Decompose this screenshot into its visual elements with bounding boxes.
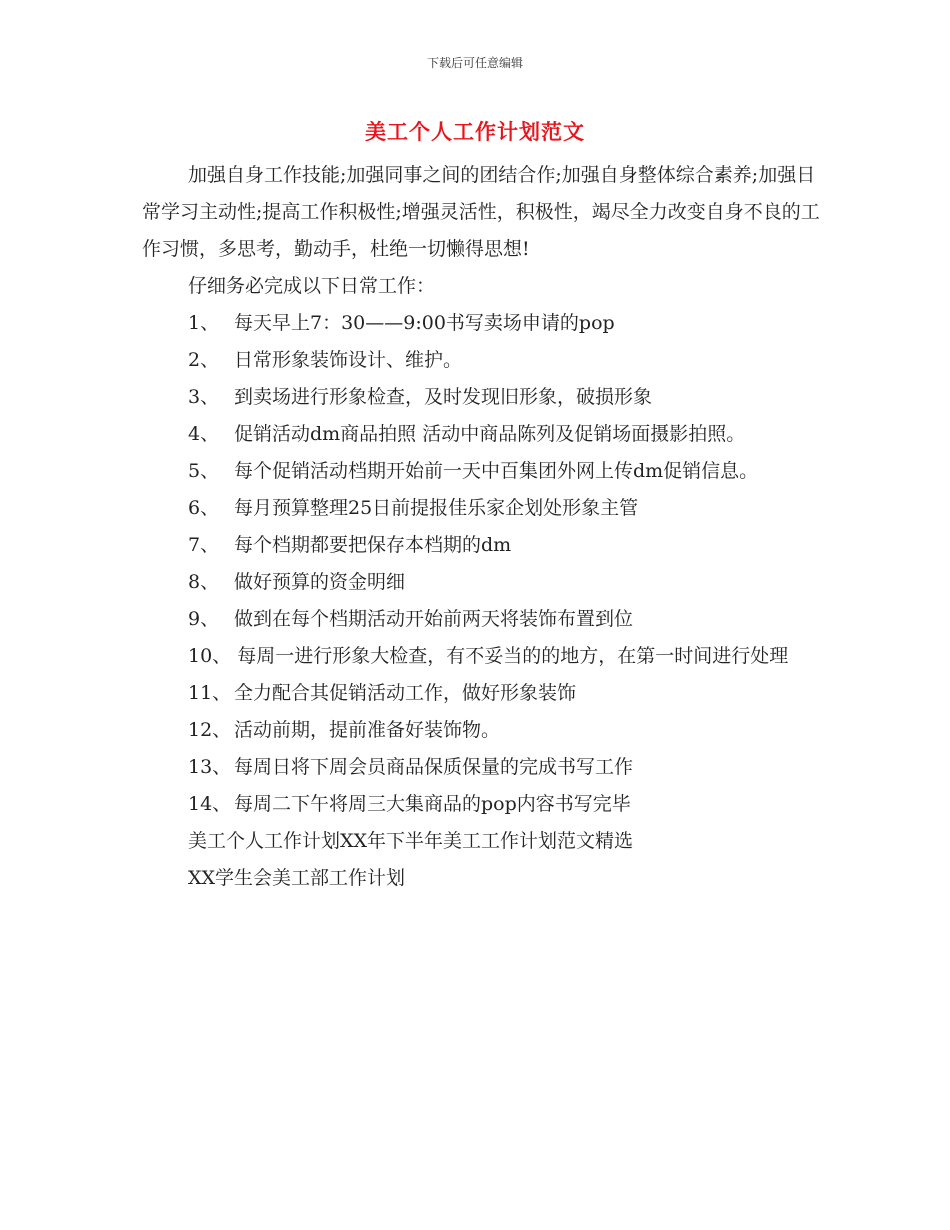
list-item: 12、 活动前期，提前准备好装饰物。 (188, 719, 501, 741)
page-title: 美工个人工作计划范文 (365, 119, 585, 144)
list-item: 4、 促销活动dm商品拍照 活动中商品陈列及促销场面摄影拍照。 (188, 423, 746, 445)
list-item: 8、 做好预算的资金明细 (188, 571, 406, 593)
list-item: 3、 到卖场进行形象检查，及时发现旧形象，破损形象 (188, 386, 653, 408)
intro-paragraph: 加强自身工作技能;加强同事之间的团结合作;加强自身整体综合素养;加强日常学习主动性;提高工作积极性;增强灵活性，积极性，竭尽全力改变自身不良的工作习惯，多思考，勤动手，杜绝一切懒得思想! (142, 164, 820, 260)
list-item: 10、 每周一进行形象大检查，有不妥当的的地方，在第一时间进行处理 (188, 645, 789, 667)
list-item: 11、 全力配合其促销活动工作，做好形象装饰 (188, 682, 577, 704)
related-link: XX学生会美工部工作计划 (188, 867, 406, 889)
list-item: 1、 每天早上7：30——9:00书写卖场申请的pop (188, 312, 615, 334)
document-body (142, 157, 832, 897)
list-item: 2、 日常形象装饰设计、维护。 (188, 349, 463, 371)
list-item: 9、 做到在每个档期活动开始前两天将装饰布置到位 (188, 608, 634, 630)
header-note: 下载后可任意编辑 (426, 56, 523, 70)
list-item: 13、 每周日将下周会员商品保质保量的完成书写工作 (188, 756, 634, 778)
list-item: 6、 每月预算整理25日前提报佳乐家企划处形象主管 (188, 497, 639, 519)
related-link: 美工个人工作计划XX年下半年美工工作计划范文精选 (188, 830, 634, 852)
lead-paragraph: 仔细务必完成以下日常工作： (188, 275, 436, 297)
list-item: 5、 每个促销活动档期开始前一天中百集团外网上传dm促销信息。 (188, 460, 759, 482)
list-item: 14、 每周二下午将周三大集商品的pop内容书写完毕 (188, 793, 631, 815)
list-item: 7、 每个档期都要把保存本档期的dm (188, 534, 512, 556)
